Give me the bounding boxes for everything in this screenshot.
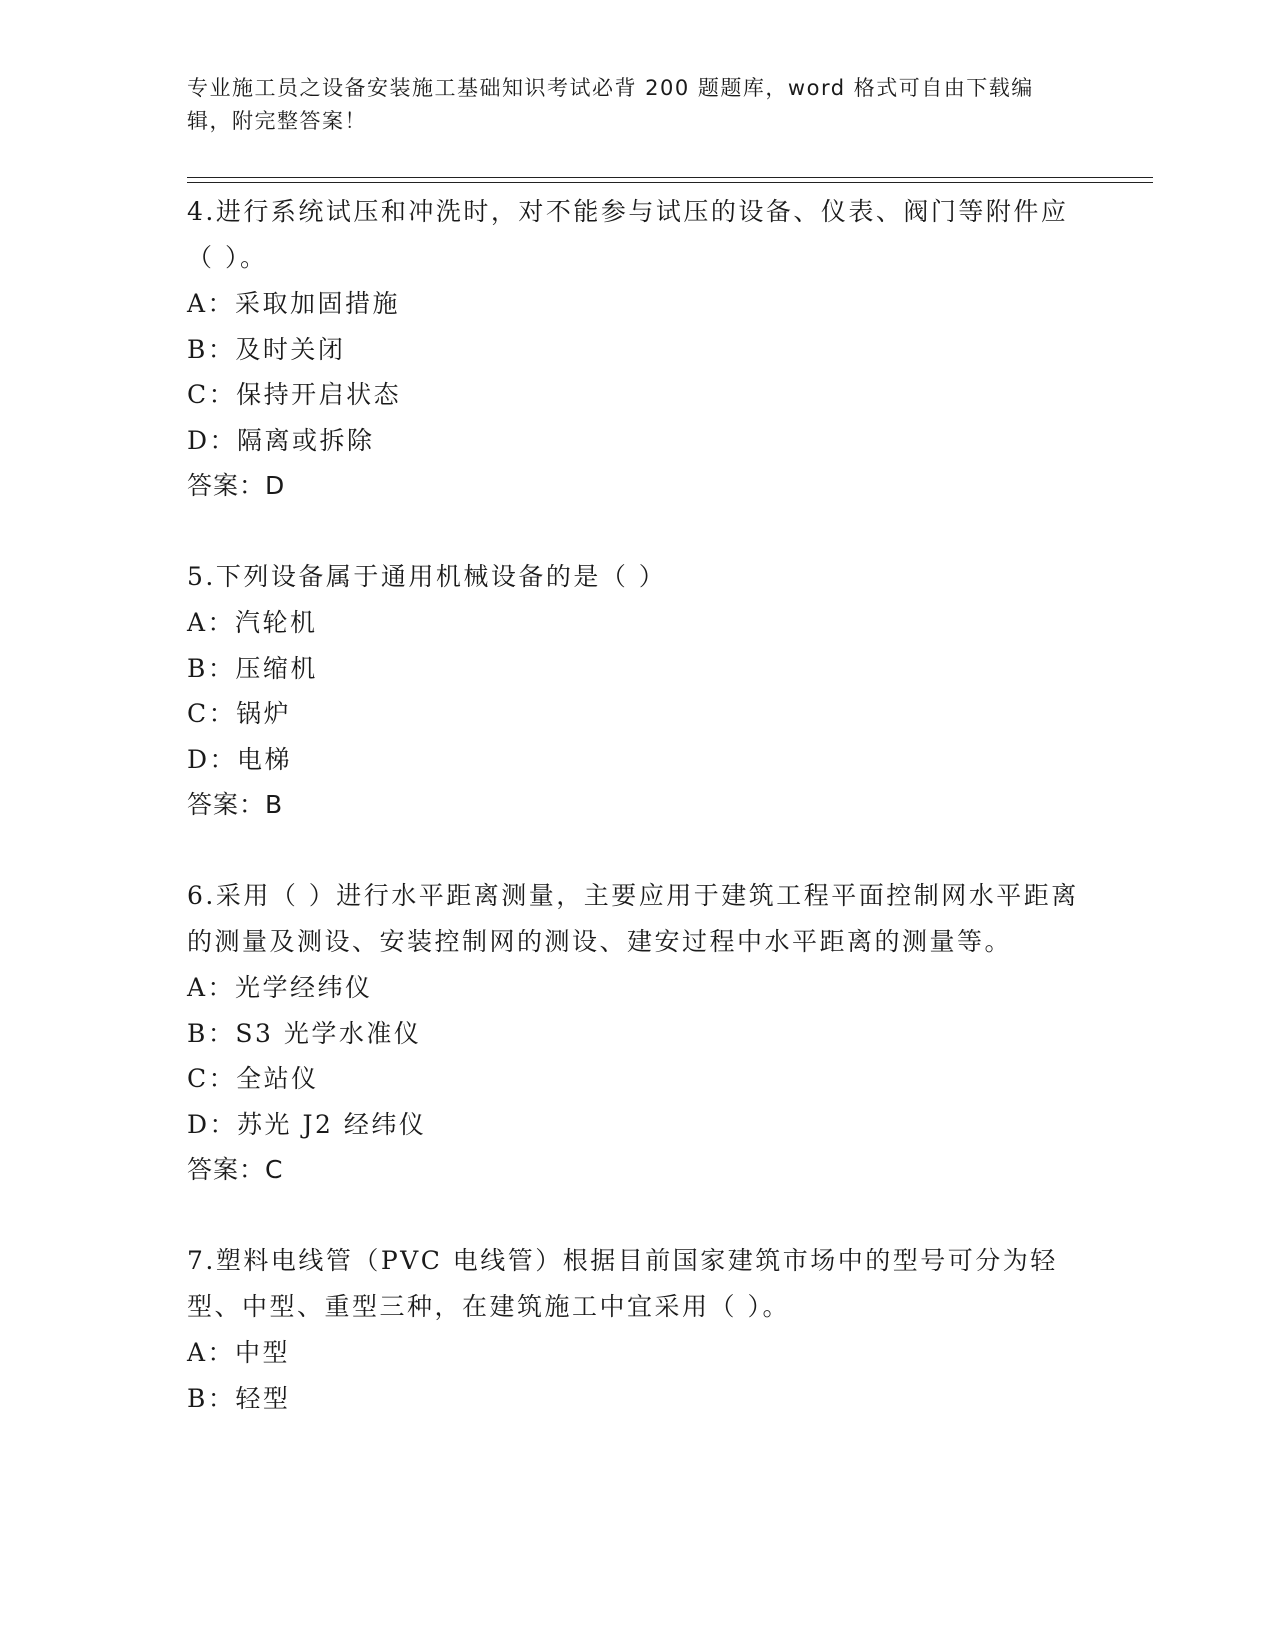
answer-line: 答案：B: [187, 790, 284, 819]
option-b: B：S3 光学水准仪: [187, 1018, 422, 1048]
option-b: B：压缩机: [187, 653, 318, 683]
option-d: D：苏光 J2 经纬仪: [187, 1109, 427, 1139]
option-c: C：全站仪: [187, 1064, 319, 1093]
question-list: [187, 189, 1087, 1466]
option-c: C：锅炉: [187, 699, 292, 728]
option-a: A：汽轮机: [187, 608, 318, 637]
question-6: [187, 873, 1087, 1193]
option-a: A：光学经纬仪: [187, 973, 373, 1002]
option-a: A：采取加固措施: [187, 289, 401, 318]
question-4: [187, 189, 1087, 509]
header-divider-top: [187, 177, 1153, 178]
answer-line: 答案：C: [187, 1155, 284, 1184]
document-header: [187, 72, 1067, 138]
document-title: 专业施工员之设备安装施工基础知识考试必背 200 题题库，word 格式可自由下载编辑，附完整答案！: [187, 76, 1034, 133]
question-5: [187, 554, 1087, 828]
question-stem: 7.塑料电线管（PVC 电线管）根据目前国家建筑市场中的型号可分为轻型、中型、重型三种，在建筑施工中宜采用（ ）。: [187, 1246, 1058, 1321]
question-7: [187, 1238, 1087, 1421]
header-divider-bottom: [187, 182, 1153, 183]
option-d: D：电梯: [187, 744, 293, 774]
option-b: B：轻型: [187, 1383, 291, 1413]
option-b: B：及时关闭: [187, 334, 346, 364]
answer-line: 答案：D: [187, 471, 286, 500]
question-stem: 4.进行系统试压和冲洗时，对不能参与试压的设备、仪表、阀门等附件应（ ）。: [187, 197, 1069, 272]
option-c: C：保持开启状态: [187, 380, 402, 409]
question-stem: 6.采用（ ）进行水平距离测量，主要应用于建筑工程平面控制网水平距离的测量及测设、安装控制网的测设、建安过程中水平距离的测量等。: [187, 881, 1079, 956]
question-stem: 5.下列设备属于通用机械设备的是（ ）: [187, 562, 667, 591]
option-a: A：中型: [187, 1338, 291, 1367]
option-d: D：隔离或拆除: [187, 425, 375, 455]
